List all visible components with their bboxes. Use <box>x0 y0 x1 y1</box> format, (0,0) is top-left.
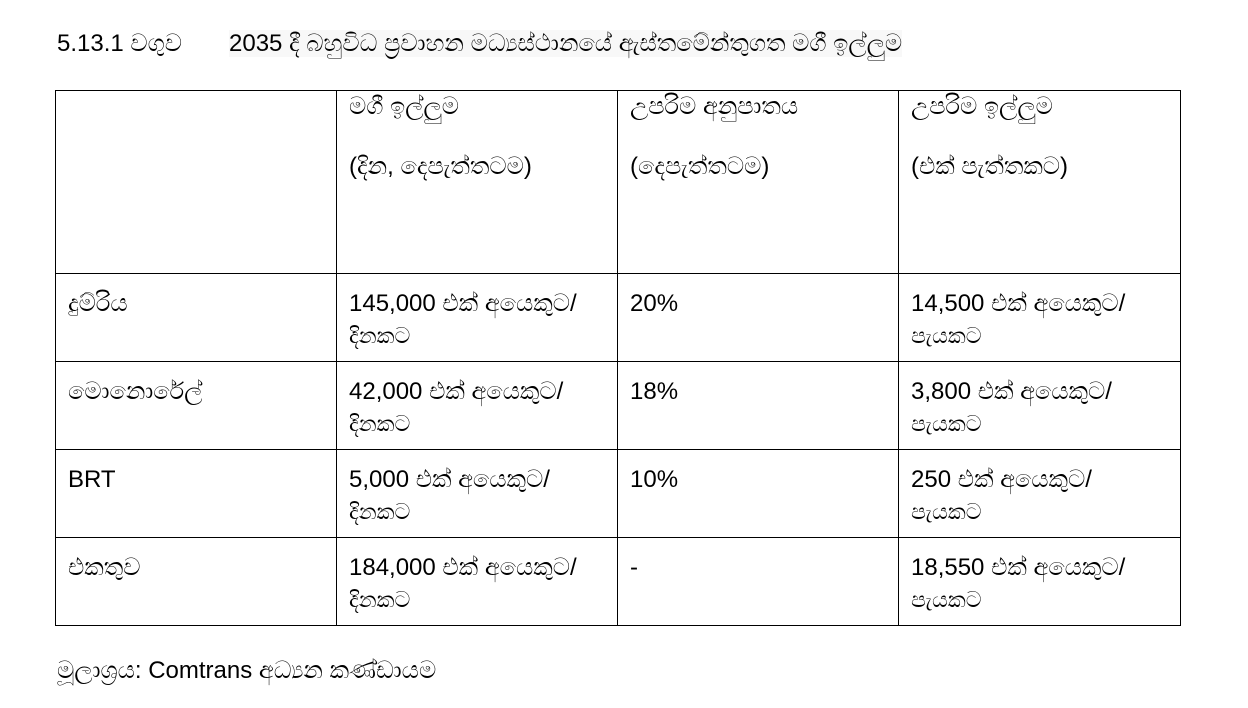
header-peak-demand-sublabel: (එක් පැත්තකට) <box>911 153 1069 180</box>
table-row <box>56 450 1181 538</box>
cell-peak-ratio: 20% <box>618 274 899 362</box>
table-row <box>56 274 1181 362</box>
cell-peak-ratio: - <box>618 538 899 626</box>
cell-mode: මොනොරේල් <box>56 362 337 450</box>
table-header-row <box>56 91 1181 274</box>
header-cell-peak-ratio <box>618 91 899 274</box>
cell-peak-ratio: 10% <box>618 450 899 538</box>
cell-daily-demand: 5,000 එක් අයෙකුට/ දිනකට <box>337 450 618 538</box>
passenger-demand-table <box>55 90 1181 626</box>
header-peak-demand-label: උපරිම ඉල්ලුම <box>911 93 1053 120</box>
table-row <box>56 538 1181 626</box>
cell-mode: දුම්රිය <box>56 274 337 362</box>
source-note: මූලාශ්‍රය: Comtrans අධ්‍යන කණ්ඩායම <box>57 657 437 684</box>
table-title: 2035 දී බහුවිධ ප්‍රවාහන මධ්‍යස්ථානයේ ඇස්තමේන්තුගත මගී ඉල්ලුම <box>229 30 903 57</box>
header-peak-ratio-sublabel: (දෙපැත්තටම) <box>630 153 770 180</box>
cell-mode: එකතුව <box>56 538 337 626</box>
cell-peak-demand: 3,800 එක් අයෙකුට/ පැයකට <box>899 362 1181 450</box>
header-cell-peak-demand <box>899 91 1181 274</box>
cell-peak-demand: 250 එක් අයෙකුට/ පැයකට <box>899 450 1181 538</box>
header-daily-demand-sublabel: (දින, දෙපැත්තටම) <box>349 153 532 180</box>
table-row <box>56 362 1181 450</box>
cell-mode: BRT <box>56 450 337 538</box>
header-daily-demand-label: මගී ඉල්ලුම <box>349 93 459 120</box>
cell-peak-demand: 18,550 එක් අයෙකුට/ පැයකට <box>899 538 1181 626</box>
cell-daily-demand: 184,000 එක් අයෙකුට/ දිනකට <box>337 538 618 626</box>
header-cell-mode <box>56 91 337 274</box>
cell-daily-demand: 42,000 එක් අයෙකුට/ දිනකට <box>337 362 618 450</box>
table-caption <box>57 28 902 60</box>
table-number: 5.13.1 වගුව <box>57 30 183 57</box>
cell-daily-demand: 145,000 එක් අයෙකුට/ දිනකට <box>337 274 618 362</box>
header-cell-daily-demand <box>337 91 618 274</box>
cell-peak-demand: 14,500 එක් අයෙකුට/ පැයකට <box>899 274 1181 362</box>
header-peak-ratio-label: උපරිම අනුපාතය <box>630 93 799 120</box>
cell-peak-ratio: 18% <box>618 362 899 450</box>
